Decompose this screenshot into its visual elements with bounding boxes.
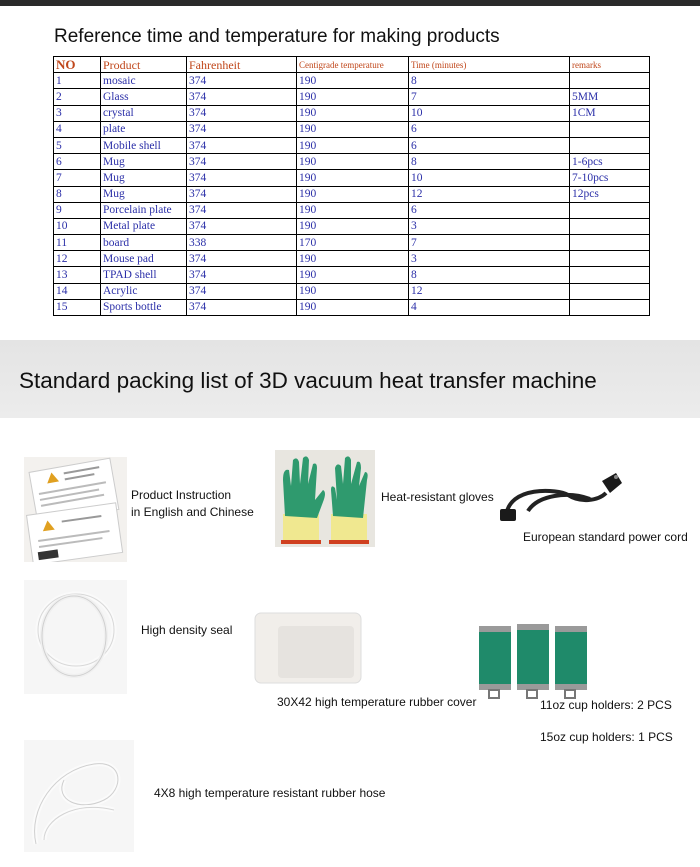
cell-no: 9 (54, 202, 101, 218)
cell-fahrenheit: 374 (187, 251, 297, 267)
table-row (54, 299, 650, 315)
cell-fahrenheit: 374 (187, 186, 297, 202)
table-row (54, 73, 650, 89)
cell-remarks (570, 218, 650, 234)
rubber-hose-image (24, 740, 134, 852)
cell-no: 15 (54, 299, 101, 315)
cell-product: Sports bottle (101, 299, 187, 315)
cell-time: 10 (409, 105, 570, 121)
instruction-label: Product Instruction in English and Chinese (131, 488, 254, 519)
cell-remarks: 5MM (570, 89, 650, 105)
table-row (54, 89, 650, 105)
cell-fahrenheit: 374 (187, 170, 297, 186)
table-row (54, 154, 650, 170)
cell-no: 13 (54, 267, 101, 283)
cell-fahrenheit: 374 (187, 202, 297, 218)
cell-remarks (570, 137, 650, 153)
cell-centigrade: 190 (297, 283, 409, 299)
cell-fahrenheit: 374 (187, 105, 297, 121)
cell-centigrade: 190 (297, 154, 409, 170)
cell-time: 3 (409, 218, 570, 234)
header-remarks: remarks (570, 57, 650, 73)
header-time: Time (minutes) (409, 57, 570, 73)
cell-product: Acrylic (101, 283, 187, 299)
cell-remarks: 1CM (570, 105, 650, 121)
cell-centigrade: 190 (297, 137, 409, 153)
power-cord-image (498, 465, 623, 525)
cell-centigrade: 190 (297, 170, 409, 186)
cell-no: 5 (54, 137, 101, 153)
cell-fahrenheit: 374 (187, 267, 297, 283)
cell-remarks (570, 283, 650, 299)
cell-product: plate (101, 121, 187, 137)
cell-time: 4 (409, 299, 570, 315)
cell-time: 7 (409, 235, 570, 251)
cell-product: Porcelain plate (101, 202, 187, 218)
cell-time: 12 (409, 283, 570, 299)
cell-remarks (570, 73, 650, 89)
cell-product: crystal (101, 105, 187, 121)
cell-remarks: 12pcs (570, 186, 650, 202)
cell-no: 3 (54, 105, 101, 121)
cell-centigrade: 190 (297, 202, 409, 218)
cell-time: 7 (409, 89, 570, 105)
cell-no: 14 (54, 283, 101, 299)
cell-remarks (570, 299, 650, 315)
table-row (54, 170, 650, 186)
cell-time: 6 (409, 202, 570, 218)
cell-product: Glass (101, 89, 187, 105)
cell-remarks (570, 121, 650, 137)
cell-centigrade: 190 (297, 89, 409, 105)
cell-product: board (101, 235, 187, 251)
cell-centigrade: 190 (297, 299, 409, 315)
rubber-cover-label: 30X42 high temperature rubber cover (277, 695, 477, 709)
table-row (54, 218, 650, 234)
cell-no: 2 (54, 89, 101, 105)
cell-centigrade: 190 (297, 73, 409, 89)
seal-image (24, 580, 127, 694)
reference-table (53, 56, 650, 316)
cell-product: Mobile shell (101, 137, 187, 153)
cell-no: 11 (54, 235, 101, 251)
cell-fahrenheit: 374 (187, 299, 297, 315)
cell-centigrade: 190 (297, 105, 409, 121)
cell-time: 10 (409, 170, 570, 186)
seal-label: High density seal (141, 623, 233, 637)
table-header-row (54, 57, 650, 73)
cell-remarks (570, 251, 650, 267)
cell-time: 3 (409, 251, 570, 267)
cell-remarks (570, 202, 650, 218)
table-row (54, 251, 650, 267)
cell-centigrade: 190 (297, 218, 409, 234)
table-body (54, 73, 650, 316)
rubber-cover-image (254, 612, 362, 684)
cell-fahrenheit: 338 (187, 235, 297, 251)
table-row (54, 121, 650, 137)
cell-no: 8 (54, 186, 101, 202)
table-row (54, 186, 650, 202)
cell-product: Metal plate (101, 218, 187, 234)
cell-time: 8 (409, 73, 570, 89)
cell-time: 12 (409, 186, 570, 202)
top-border (0, 0, 700, 6)
cell-time: 8 (409, 267, 570, 283)
cell-fahrenheit: 374 (187, 89, 297, 105)
header-product: Product (101, 57, 187, 73)
cell-centigrade: 190 (297, 121, 409, 137)
cup-holders-11oz-label: 11oz cup holders: 2 PCS (540, 698, 672, 712)
cell-product: TPAD shell (101, 267, 187, 283)
table-row (54, 137, 650, 153)
cell-product: mosaic (101, 73, 187, 89)
table-row (54, 267, 650, 283)
header-no: NO (54, 57, 101, 73)
cell-remarks: 1-6pcs (570, 154, 650, 170)
cell-fahrenheit: 374 (187, 121, 297, 137)
cell-remarks (570, 267, 650, 283)
cell-fahrenheit: 374 (187, 137, 297, 153)
cell-centigrade: 190 (297, 267, 409, 283)
cell-time: 6 (409, 121, 570, 137)
cell-no: 12 (54, 251, 101, 267)
table-row (54, 235, 650, 251)
cell-product: Mug (101, 170, 187, 186)
cup-holders-15oz-label: 15oz cup holders: 1 PCS (540, 730, 673, 744)
cell-no: 4 (54, 121, 101, 137)
table-row (54, 283, 650, 299)
cell-remarks: 7-10pcs (570, 170, 650, 186)
cell-time: 6 (409, 137, 570, 153)
cell-remarks (570, 235, 650, 251)
cell-fahrenheit: 374 (187, 154, 297, 170)
cell-no: 10 (54, 218, 101, 234)
table-row (54, 202, 650, 218)
gloves-label: Heat-resistant gloves (381, 490, 494, 504)
reference-title: Reference time and temperature for making products (54, 26, 500, 47)
cell-no: 6 (54, 154, 101, 170)
rubber-hose-label: 4X8 high temperature resistant rubber hose (154, 786, 386, 800)
power-cord-label: European standard power cord (523, 530, 688, 544)
cup-holders-image (477, 624, 589, 702)
cell-centigrade: 190 (297, 251, 409, 267)
instruction-manual-image (24, 457, 127, 562)
cell-product: Mug (101, 186, 187, 202)
cell-product: Mouse pad (101, 251, 187, 267)
cell-no: 7 (54, 170, 101, 186)
table-row (54, 105, 650, 121)
header-fahrenheit: Fahrenheit (187, 57, 297, 73)
cell-fahrenheit: 374 (187, 73, 297, 89)
header-centigrade: Centigrade temperature (297, 57, 409, 73)
packing-title: Standard packing list of 3D vacuum heat transfer machine (19, 368, 597, 393)
cell-no: 1 (54, 73, 101, 89)
cell-centigrade: 190 (297, 186, 409, 202)
cell-fahrenheit: 374 (187, 218, 297, 234)
gloves-image (275, 450, 375, 547)
cell-centigrade: 170 (297, 235, 409, 251)
cell-product: Mug (101, 154, 187, 170)
cell-time: 8 (409, 154, 570, 170)
cell-fahrenheit: 374 (187, 283, 297, 299)
